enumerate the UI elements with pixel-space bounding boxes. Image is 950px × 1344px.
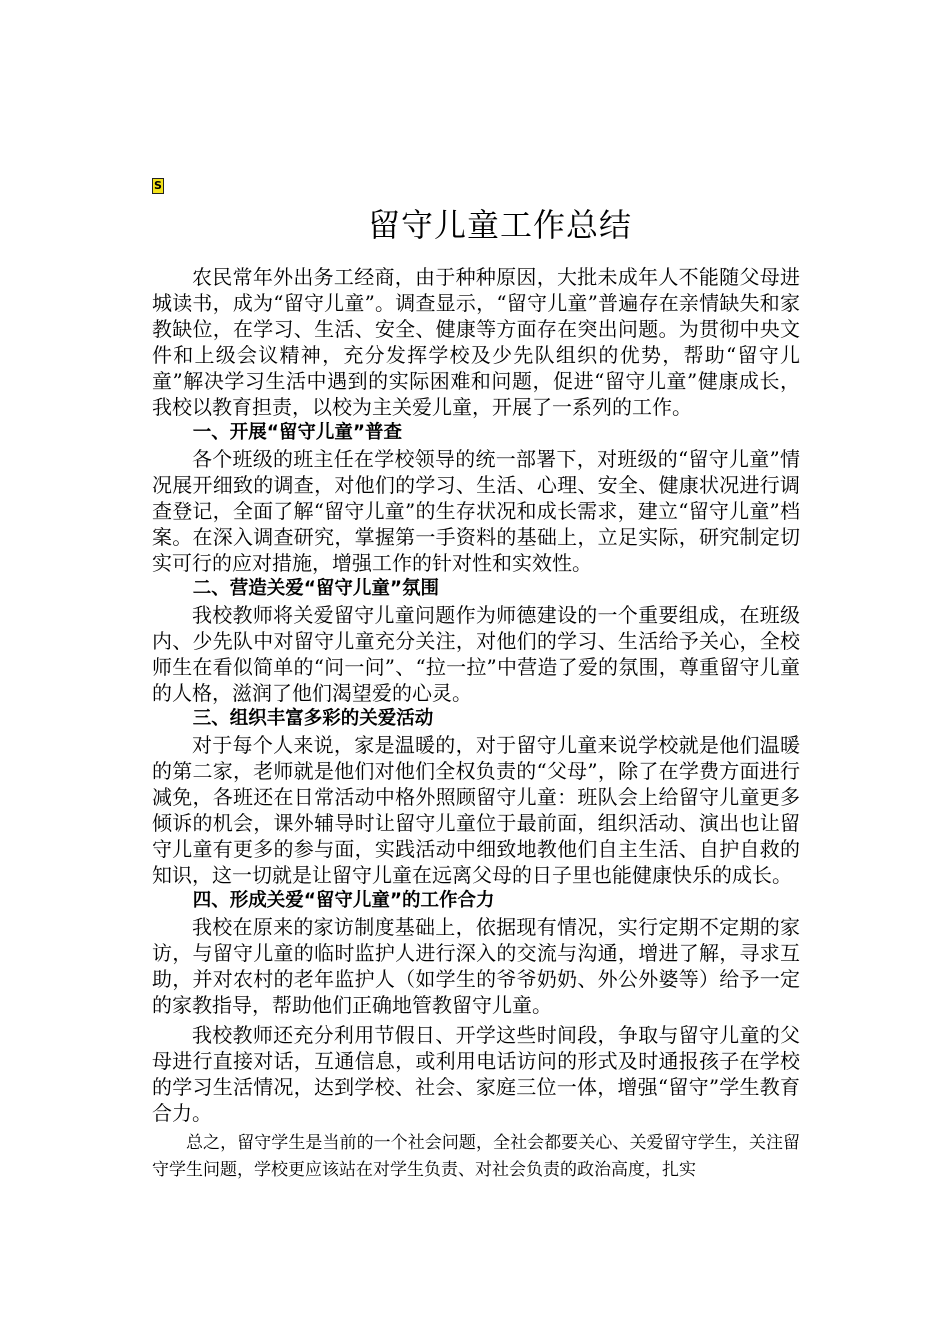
bookmark-marker: S <box>152 178 164 194</box>
section-3-paragraph: 对于每个人来说，家是温暖的，对于留守儿童来说学校就是他们温暖的第二家，老师就是他们对他们全权负责的“父母”，除了在学费方面进行减免，各班还在日常活动中格外照顾留守儿童：班队会上给留守儿童更多倾诉的机会，课外辅导时让留守儿童位于最前面，组织活动、演出也让留守儿童有更多的参与面，实践活动中细致地教他们自主生活、自护自救的知识，这一切就是让留守儿童在远离父母的日子里也能健康快乐的成长。 <box>152 733 800 887</box>
section-4-paragraph-1: 我校在原来的家访制度基础上，依据现有情况，实行定期不定期的家访，与留守儿童的临时监护人进行深入的交流与沟通，增进了解，寻求互助，并对农村的老年监护人（如学生的爷爷奶奶、外公外婆等）给予一定的家教指导，帮助他们正确地管教留守儿童。 <box>152 915 800 1017</box>
section-heading-3: 三、组织丰富多彩的关爱活动 <box>192 708 434 729</box>
section-heading-4: 四、形成关爱“留守儿童”的工作合力 <box>192 890 495 911</box>
document-body <box>152 264 800 1184</box>
section-heading-1: 一、开展“留守儿童”普查 <box>192 422 403 443</box>
section-4-paragraph-2: 我校教师还充分利用节假日、开学这些时间段，争取与留守儿童的父母进行直接对话，互通信息，或利用电话访问的形式及时通报孩子在学校的学习生活情况，达到学校、社会、家庭三位一体，增强“留守”学生教育合力。 <box>152 1023 800 1125</box>
intro-paragraph: 农民常年外出务工经商，由于种种原因，大批未成年人不能随父母进城读书，成为“留守儿童”。调查显示，“留守儿童”普遍存在亲情缺失和家教缺位，在学习、生活、安全、健康等方面存在突出问题。为贯彻中央文件和上级会议精神，充分发挥学校及少先队组织的优势，帮助“留守儿童”解决学习生活中遇到的实际困难和问题，促进“留守儿童”健康成长，我校以教育担责，以校为主关爱儿童，开展了一系列的工作。 <box>152 265 800 419</box>
section-heading-2: 二、营造关爱“留守儿童”氛围 <box>192 578 440 599</box>
section-2-paragraph: 我校教师将关爱留守儿童问题作为师德建设的一个重要组成，在班级内、少先队中对留守儿童充分关注，对他们的学习、生活给予关心，全校师生在看似简单的“问一问”、“拉一拉”中营造了爱的氛围，尊重留守儿童的人格，滋润了他们渴望爱的心灵。 <box>152 603 800 705</box>
section-1-paragraph: 各个班级的班主任在学校领导的统一部署下，对班级的“留守儿童”情况展开细致的调查，对他们的学习、生活、心理、安全、健康状况进行调查登记，全面了解“留守儿童”的生存状况和成长需求，建立“留守儿童”档案。在深入调查研究，掌握第一手资料的基础上，立足实际，研究制定切实可行的应对措施，增强工作的针对性和实效性。 <box>152 447 800 575</box>
conclusion-paragraph: 总之，留守学生是当前的一个社会问题，全社会都要关心、关爱留守学生，关注留守学生问题，学校更应该站在对学生负责、对社会负责的政治高度，扎实 <box>152 1133 800 1180</box>
document-title: 留守儿童工作总结 <box>367 206 632 244</box>
